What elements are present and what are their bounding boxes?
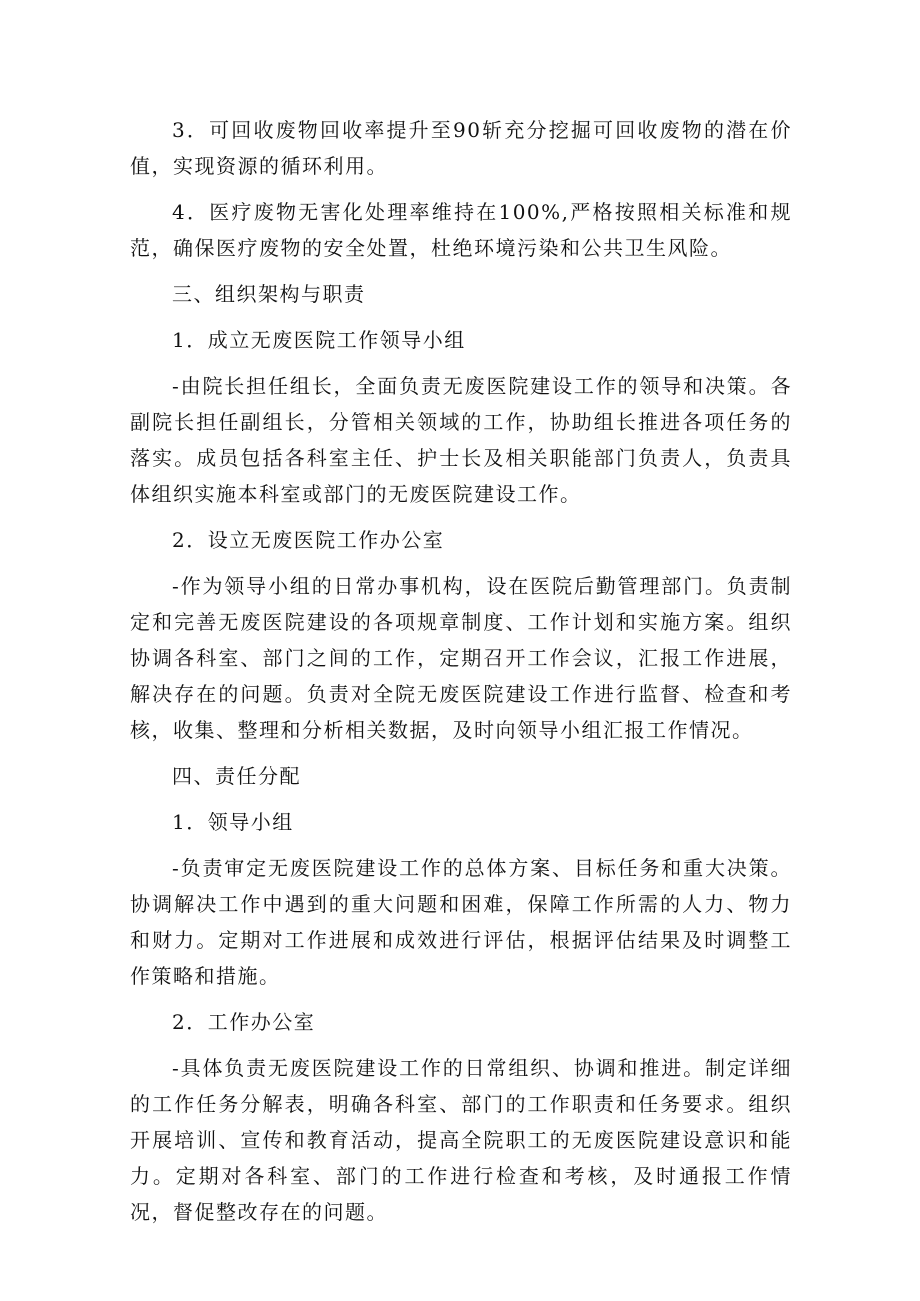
subheading-responsibility-group: 1．领导小组 [172, 810, 294, 834]
subheading-responsibility-office: 2．工作办公室 [172, 1010, 316, 1034]
body-responsibility-office: -具体负责无废医院建设工作的日常组织、协调和推进。制定详细的工作任务分解表，明确各科室、部门的工作职责和任务要求。组织开展培训、宣传和教育活动，提高全院职工的无废医院建设意识和能力。定期对各科室、部门的工作进行检查和考核，及时通报工作情况，督促整改存在的问题。 [130, 1056, 792, 1224]
document-body [130, 112, 792, 1240]
section-heading-organization: 三、组织架构与职责 [172, 282, 366, 306]
body-office: -作为领导小组的日常办事机构，设在医院后勤管理部门。负责制定和完善无废医院建设的各项规章制度、工作计划和实施方案。组织协调各科室、部门之间的工作，定期召开工作会议，汇报工作进展，解决存在的问题。负责对全院无废医院建设工作进行监督、检查和考核，收集、整理和分析相关数据，及时向领导小组汇报工作情况。 [130, 574, 792, 742]
subheading-office: 2．设立无废医院工作办公室 [172, 528, 445, 552]
body-leading-group: -由院长担任组长，全面负责无废医院建设工作的领导和决策。各副院长担任副组长，分管相关领域的工作，协助组长推进各项任务的落实。成员包括各科室主任、护士长及相关职能部门负责人，负责具体组织实施本科室或部门的无废医院建设工作。 [130, 374, 792, 506]
section-heading-responsibility: 四、责任分配 [172, 764, 301, 788]
goal-item-4: 4．医疗废物无害化处理率维持在100%,严格按照相关标准和规范，确保医疗废物的安全处置，杜绝环境污染和公共卫生风险。 [130, 200, 792, 260]
goal-item-3: 3．可回收废物回收率提升至90斩充分挖掘可回收废物的潜在价值，实现资源的循环利用。 [130, 118, 792, 178]
subheading-leading-group: 1．成立无废医院工作领导小组 [172, 328, 466, 352]
body-responsibility-group: -负责审定无废医院建设工作的总体方案、目标任务和重大决策。协调解决工作中遇到的重大问题和困难，保障工作所需的人力、物力和财力。定期对工作进展和成效进行评估，根据评估结果及时调整工作策略和措施。 [130, 856, 792, 988]
